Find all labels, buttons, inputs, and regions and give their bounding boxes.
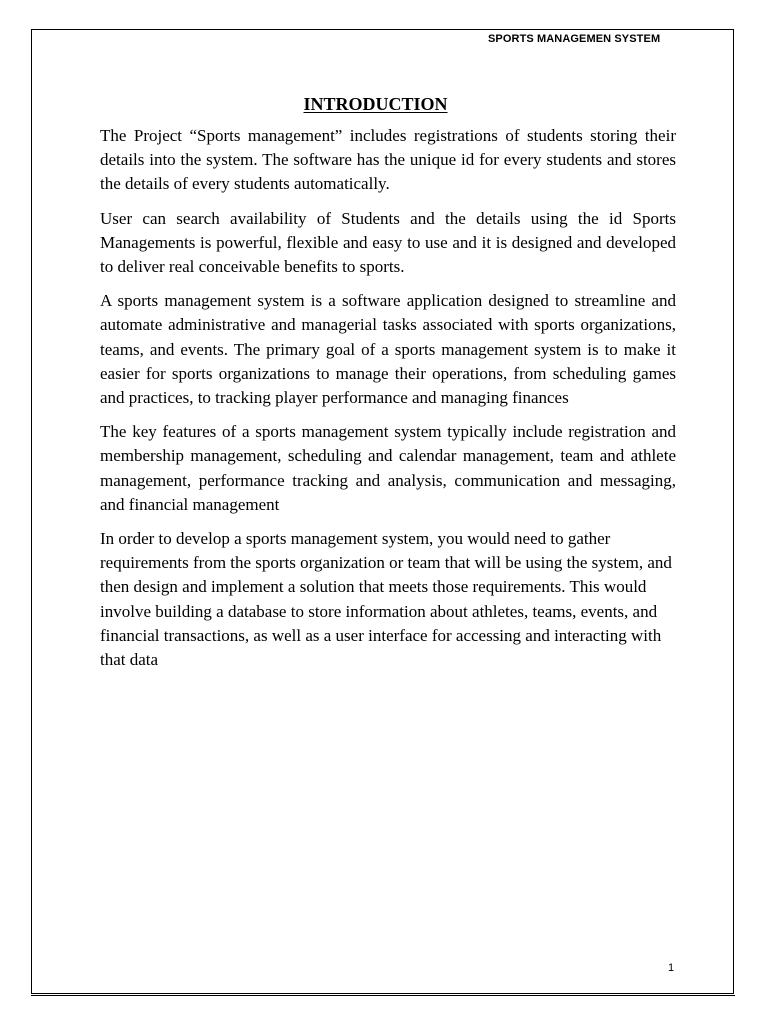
page-title: INTRODUCTION: [303, 94, 448, 114]
page-number: 1: [668, 962, 675, 974]
paragraph-3: A sports management system is a software application designed to streamline and automate administrative and managerial tasks associated with sports organizations, teams, and events. The primary goal of a sports management system is to make it easier for sports organizations to manage their operations, from scheduling games and practices, to tracking player performance and managing finances: [100, 291, 676, 408]
paragraph-5: In order to develop a sports management system, you would need to gather requirements from the sports organization or team that will be using the system, and then design and implement a solution that meets those requirements. This would involve building a database to store information about athletes, teams, events, and financial transactions, as well as a user interface for accessing and interacting with that data: [100, 529, 672, 670]
paragraph-1: The Project “Sports management” includes registrations of students storing their details into the system. The software has the unique id for every students and stores the details of every students automatically.: [100, 126, 676, 194]
paragraph-2: User can search availability of Students and the details using the id Sports Managements is powerful, flexible and easy to use and it is designed and developed to deliver real conceivable benefits to sports.: [100, 208, 676, 277]
running-header: SPORTS MANAGEMEN SYSTEM: [488, 33, 661, 45]
paragraph-4: The key features of a sports management system typically include registration and membership management, scheduling and calendar management, team and athlete management, performance tracking and analysis, communication and messaging, and financial management: [100, 422, 676, 514]
document-body: [100, 124, 676, 682]
